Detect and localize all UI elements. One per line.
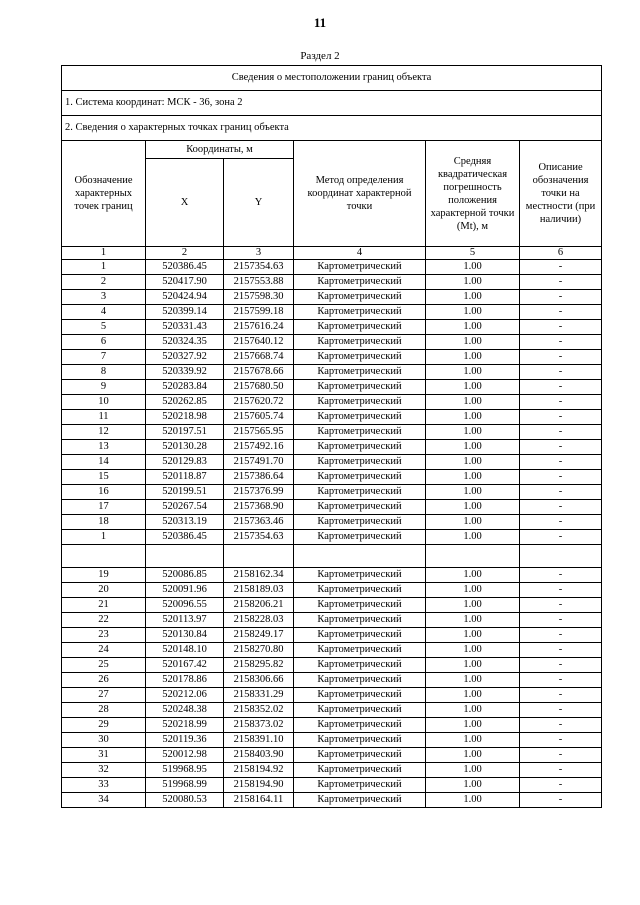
point-id: 9	[62, 380, 146, 395]
description: -	[520, 643, 602, 658]
point-id: 19	[62, 568, 146, 583]
point-id: 23	[62, 628, 146, 643]
empty-cell	[62, 545, 146, 568]
method: Картометрический	[294, 365, 426, 380]
description: -	[520, 425, 602, 440]
point-id: 3	[62, 290, 146, 305]
error: 1.00	[426, 613, 520, 628]
coord-y: 2158249.17	[224, 628, 294, 643]
column-number: 6	[520, 247, 602, 260]
coord-x: 520148.10	[146, 643, 224, 658]
coord-y: 2157598.30	[224, 290, 294, 305]
method: Картометрический	[294, 290, 426, 305]
table-row	[62, 733, 602, 748]
point-id: 14	[62, 455, 146, 470]
coord-y: 2158194.92	[224, 763, 294, 778]
method: Картометрический	[294, 583, 426, 598]
method: Картометрический	[294, 598, 426, 613]
method: Картометрический	[294, 425, 426, 440]
method: Картометрический	[294, 793, 426, 808]
error: 1.00	[426, 440, 520, 455]
coord-x: 520327.92	[146, 350, 224, 365]
description: -	[520, 380, 602, 395]
description: -	[520, 410, 602, 425]
error: 1.00	[426, 515, 520, 530]
point-id: 10	[62, 395, 146, 410]
coord-x: 520331.43	[146, 320, 224, 335]
table-row	[62, 763, 602, 778]
error: 1.00	[426, 658, 520, 673]
error: 1.00	[426, 778, 520, 793]
description: -	[520, 335, 602, 350]
coord-x: 520080.53	[146, 793, 224, 808]
point-id: 16	[62, 485, 146, 500]
coord-y: 2158189.03	[224, 583, 294, 598]
error: 1.00	[426, 485, 520, 500]
coord-y: 2157492.16	[224, 440, 294, 455]
column-number: 3	[224, 247, 294, 260]
error: 1.00	[426, 335, 520, 350]
description: -	[520, 515, 602, 530]
coord-y: 2158331.29	[224, 688, 294, 703]
coord-y: 2158164.11	[224, 793, 294, 808]
coord-y: 2157668.74	[224, 350, 294, 365]
method: Картометрический	[294, 350, 426, 365]
description: -	[520, 718, 602, 733]
error: 1.00	[426, 673, 520, 688]
table-row	[62, 305, 602, 320]
empty-cell	[520, 545, 602, 568]
coord-y: 2157680.50	[224, 380, 294, 395]
description: -	[520, 568, 602, 583]
description: -	[520, 748, 602, 763]
table-row	[62, 748, 602, 763]
description: -	[520, 583, 602, 598]
coord-system-row	[62, 91, 602, 116]
coord-x: 520262.85	[146, 395, 224, 410]
coord-y: 2157605.74	[224, 410, 294, 425]
method: Картометрический	[294, 305, 426, 320]
method: Картометрический	[294, 470, 426, 485]
error: 1.00	[426, 320, 520, 335]
table-row	[62, 613, 602, 628]
method: Картометрический	[294, 688, 426, 703]
coord-x: 520324.35	[146, 335, 224, 350]
table-body	[62, 66, 602, 808]
point-id: 33	[62, 778, 146, 793]
header-y: Y	[224, 159, 294, 247]
header-description: Описание обозначения точки на местности (при наличии)	[520, 141, 602, 247]
table-row	[62, 440, 602, 455]
point-id: 5	[62, 320, 146, 335]
coord-x: 520399.14	[146, 305, 224, 320]
error: 1.00	[426, 425, 520, 440]
point-id: 34	[62, 793, 146, 808]
coord-x: 519968.95	[146, 763, 224, 778]
description: -	[520, 628, 602, 643]
point-id: 13	[62, 440, 146, 455]
table-row	[62, 290, 602, 305]
error: 1.00	[426, 275, 520, 290]
coord-x: 520086.85	[146, 568, 224, 583]
coord-x: 520339.92	[146, 365, 224, 380]
method: Картометрический	[294, 515, 426, 530]
empty-cell	[146, 545, 224, 568]
table-row	[62, 380, 602, 395]
coord-x: 520130.28	[146, 440, 224, 455]
description: -	[520, 320, 602, 335]
coord-x: 520167.42	[146, 658, 224, 673]
column-number: 5	[426, 247, 520, 260]
coord-x: 520012.98	[146, 748, 224, 763]
coord-y: 2158403.90	[224, 748, 294, 763]
method: Картометрический	[294, 568, 426, 583]
description: -	[520, 440, 602, 455]
description: -	[520, 275, 602, 290]
method: Картометрический	[294, 673, 426, 688]
error: 1.00	[426, 583, 520, 598]
description: -	[520, 530, 602, 545]
point-id: 30	[62, 733, 146, 748]
points-heading: 2. Сведения о характерных точках границ объекта	[62, 116, 602, 141]
column-numbers-row	[62, 247, 602, 260]
point-id: 22	[62, 613, 146, 628]
method: Картометрический	[294, 763, 426, 778]
coord-x: 520091.96	[146, 583, 224, 598]
coord-y: 2157491.70	[224, 455, 294, 470]
error: 1.00	[426, 688, 520, 703]
header-point: Обозначение характерных точек границ	[62, 141, 146, 247]
description: -	[520, 598, 602, 613]
description: -	[520, 305, 602, 320]
coord-y: 2158206.21	[224, 598, 294, 613]
description: -	[520, 260, 602, 275]
coord-y: 2158194.90	[224, 778, 294, 793]
method: Картометрический	[294, 320, 426, 335]
method: Картометрический	[294, 395, 426, 410]
method: Картометрический	[294, 455, 426, 470]
error: 1.00	[426, 643, 520, 658]
coord-x: 520129.83	[146, 455, 224, 470]
method: Картометрический	[294, 643, 426, 658]
description: -	[520, 733, 602, 748]
coord-y: 2157354.63	[224, 530, 294, 545]
table-row	[62, 598, 602, 613]
coord-y: 2158352.02	[224, 703, 294, 718]
coord-y: 2157616.24	[224, 320, 294, 335]
method: Картометрический	[294, 703, 426, 718]
coord-y: 2157599.18	[224, 305, 294, 320]
error: 1.00	[426, 350, 520, 365]
error: 1.00	[426, 748, 520, 763]
table-row	[62, 335, 602, 350]
table-row	[62, 260, 602, 275]
error: 1.00	[426, 763, 520, 778]
point-id: 25	[62, 658, 146, 673]
error: 1.00	[426, 290, 520, 305]
point-id: 20	[62, 583, 146, 598]
error: 1.00	[426, 598, 520, 613]
method: Картометрический	[294, 613, 426, 628]
header-row-1	[62, 141, 602, 159]
method: Картометрический	[294, 500, 426, 515]
coord-y: 2157565.95	[224, 425, 294, 440]
point-id: 17	[62, 500, 146, 515]
method: Картометрический	[294, 718, 426, 733]
point-id: 27	[62, 688, 146, 703]
point-id: 18	[62, 515, 146, 530]
description: -	[520, 673, 602, 688]
point-id: 24	[62, 643, 146, 658]
empty-cell	[426, 545, 520, 568]
coord-y: 2157354.63	[224, 260, 294, 275]
error: 1.00	[426, 260, 520, 275]
description: -	[520, 455, 602, 470]
method: Картометрический	[294, 628, 426, 643]
point-id: 1	[62, 530, 146, 545]
error: 1.00	[426, 703, 520, 718]
table-row	[62, 703, 602, 718]
error: 1.00	[426, 530, 520, 545]
point-id: 15	[62, 470, 146, 485]
empty-cell	[224, 545, 294, 568]
point-id: 7	[62, 350, 146, 365]
description: -	[520, 703, 602, 718]
coord-y: 2157386.64	[224, 470, 294, 485]
coord-x: 520218.99	[146, 718, 224, 733]
point-id: 21	[62, 598, 146, 613]
description: -	[520, 688, 602, 703]
coord-x: 520248.38	[146, 703, 224, 718]
description: -	[520, 485, 602, 500]
coord-y: 2157620.72	[224, 395, 294, 410]
error: 1.00	[426, 455, 520, 470]
error: 1.00	[426, 410, 520, 425]
header-x: X	[146, 159, 224, 247]
points-heading-row	[62, 116, 602, 141]
error: 1.00	[426, 733, 520, 748]
column-number: 1	[62, 247, 146, 260]
header-method: Метод определения координат характерной точки	[294, 141, 426, 247]
method: Картометрический	[294, 260, 426, 275]
error: 1.00	[426, 470, 520, 485]
table-row	[62, 410, 602, 425]
boundary-points-table	[61, 65, 602, 808]
coord-y: 2157368.90	[224, 500, 294, 515]
table-row	[62, 793, 602, 808]
coord-x: 520424.94	[146, 290, 224, 305]
table-row	[62, 530, 602, 545]
table-row	[62, 778, 602, 793]
header-error: Средняя квадратическая погрешность положения характерной точки (Mt), м	[426, 141, 520, 247]
coord-system: 1. Система координат: МСК - 36, зона 2	[62, 91, 602, 116]
column-number: 4	[294, 247, 426, 260]
coord-y: 2158306.66	[224, 673, 294, 688]
method: Картометрический	[294, 335, 426, 350]
table-row	[62, 643, 602, 658]
separator-row	[62, 545, 602, 568]
table-row	[62, 470, 602, 485]
coord-x: 520118.87	[146, 470, 224, 485]
method: Картометрический	[294, 658, 426, 673]
coord-y: 2157553.88	[224, 275, 294, 290]
table-row	[62, 688, 602, 703]
method: Картометрический	[294, 485, 426, 500]
coord-x: 520386.45	[146, 530, 224, 545]
coord-y: 2157363.46	[224, 515, 294, 530]
description: -	[520, 778, 602, 793]
coord-y: 2158373.02	[224, 718, 294, 733]
description: -	[520, 613, 602, 628]
description: -	[520, 470, 602, 485]
table-row	[62, 568, 602, 583]
table-row	[62, 350, 602, 365]
table-row	[62, 658, 602, 673]
coord-x: 520283.84	[146, 380, 224, 395]
coord-x: 520096.55	[146, 598, 224, 613]
error: 1.00	[426, 628, 520, 643]
description: -	[520, 350, 602, 365]
description: -	[520, 365, 602, 380]
coord-x: 520199.51	[146, 485, 224, 500]
coord-y: 2157640.12	[224, 335, 294, 350]
coord-y: 2158391.10	[224, 733, 294, 748]
table-title-row	[62, 66, 602, 91]
table-row	[62, 320, 602, 335]
coord-y: 2158228.03	[224, 613, 294, 628]
point-id: 26	[62, 673, 146, 688]
error: 1.00	[426, 305, 520, 320]
point-id: 6	[62, 335, 146, 350]
table-row	[62, 628, 602, 643]
method: Картометрический	[294, 778, 426, 793]
table-title: Сведения о местоположении границ объекта	[62, 66, 602, 91]
error: 1.00	[426, 500, 520, 515]
coord-y: 2157678.66	[224, 365, 294, 380]
table-row	[62, 718, 602, 733]
table-row	[62, 455, 602, 470]
coord-x: 520218.98	[146, 410, 224, 425]
method: Картометрический	[294, 275, 426, 290]
coord-x: 520130.84	[146, 628, 224, 643]
table-row	[62, 485, 602, 500]
coord-x: 520197.51	[146, 425, 224, 440]
coord-y: 2158295.82	[224, 658, 294, 673]
column-number: 2	[146, 247, 224, 260]
description: -	[520, 763, 602, 778]
error: 1.00	[426, 365, 520, 380]
point-id: 29	[62, 718, 146, 733]
table-row	[62, 500, 602, 515]
error: 1.00	[426, 380, 520, 395]
coord-x: 520212.06	[146, 688, 224, 703]
description: -	[520, 500, 602, 515]
point-id: 4	[62, 305, 146, 320]
empty-cell	[294, 545, 426, 568]
method: Картометрический	[294, 440, 426, 455]
header-coords: Координаты, м	[146, 141, 294, 159]
coord-y: 2158270.80	[224, 643, 294, 658]
method: Картометрический	[294, 748, 426, 763]
table-row	[62, 395, 602, 410]
coord-x: 519968.99	[146, 778, 224, 793]
method: Картометрический	[294, 380, 426, 395]
method: Картометрический	[294, 530, 426, 545]
section-label: Раздел 2	[300, 50, 340, 62]
point-id: 1	[62, 260, 146, 275]
table-row	[62, 365, 602, 380]
description: -	[520, 290, 602, 305]
method: Картометрический	[294, 410, 426, 425]
coord-x: 520119.36	[146, 733, 224, 748]
table-row	[62, 425, 602, 440]
coord-x: 520113.97	[146, 613, 224, 628]
table-row	[62, 515, 602, 530]
error: 1.00	[426, 395, 520, 410]
coord-y: 2157376.99	[224, 485, 294, 500]
error: 1.00	[426, 568, 520, 583]
table-row	[62, 673, 602, 688]
point-id: 11	[62, 410, 146, 425]
description: -	[520, 658, 602, 673]
coord-x: 520267.54	[146, 500, 224, 515]
point-id: 32	[62, 763, 146, 778]
point-id: 8	[62, 365, 146, 380]
table-row	[62, 583, 602, 598]
description: -	[520, 793, 602, 808]
point-id: 2	[62, 275, 146, 290]
table-row	[62, 275, 602, 290]
description: -	[520, 395, 602, 410]
coord-x: 520417.90	[146, 275, 224, 290]
point-id: 31	[62, 748, 146, 763]
coord-x: 520386.45	[146, 260, 224, 275]
coord-x: 520178.86	[146, 673, 224, 688]
coord-x: 520313.19	[146, 515, 224, 530]
method: Картометрический	[294, 733, 426, 748]
page-number: 11	[313, 15, 327, 30]
point-id: 28	[62, 703, 146, 718]
error: 1.00	[426, 793, 520, 808]
error: 1.00	[426, 718, 520, 733]
point-id: 12	[62, 425, 146, 440]
coord-y: 2158162.34	[224, 568, 294, 583]
